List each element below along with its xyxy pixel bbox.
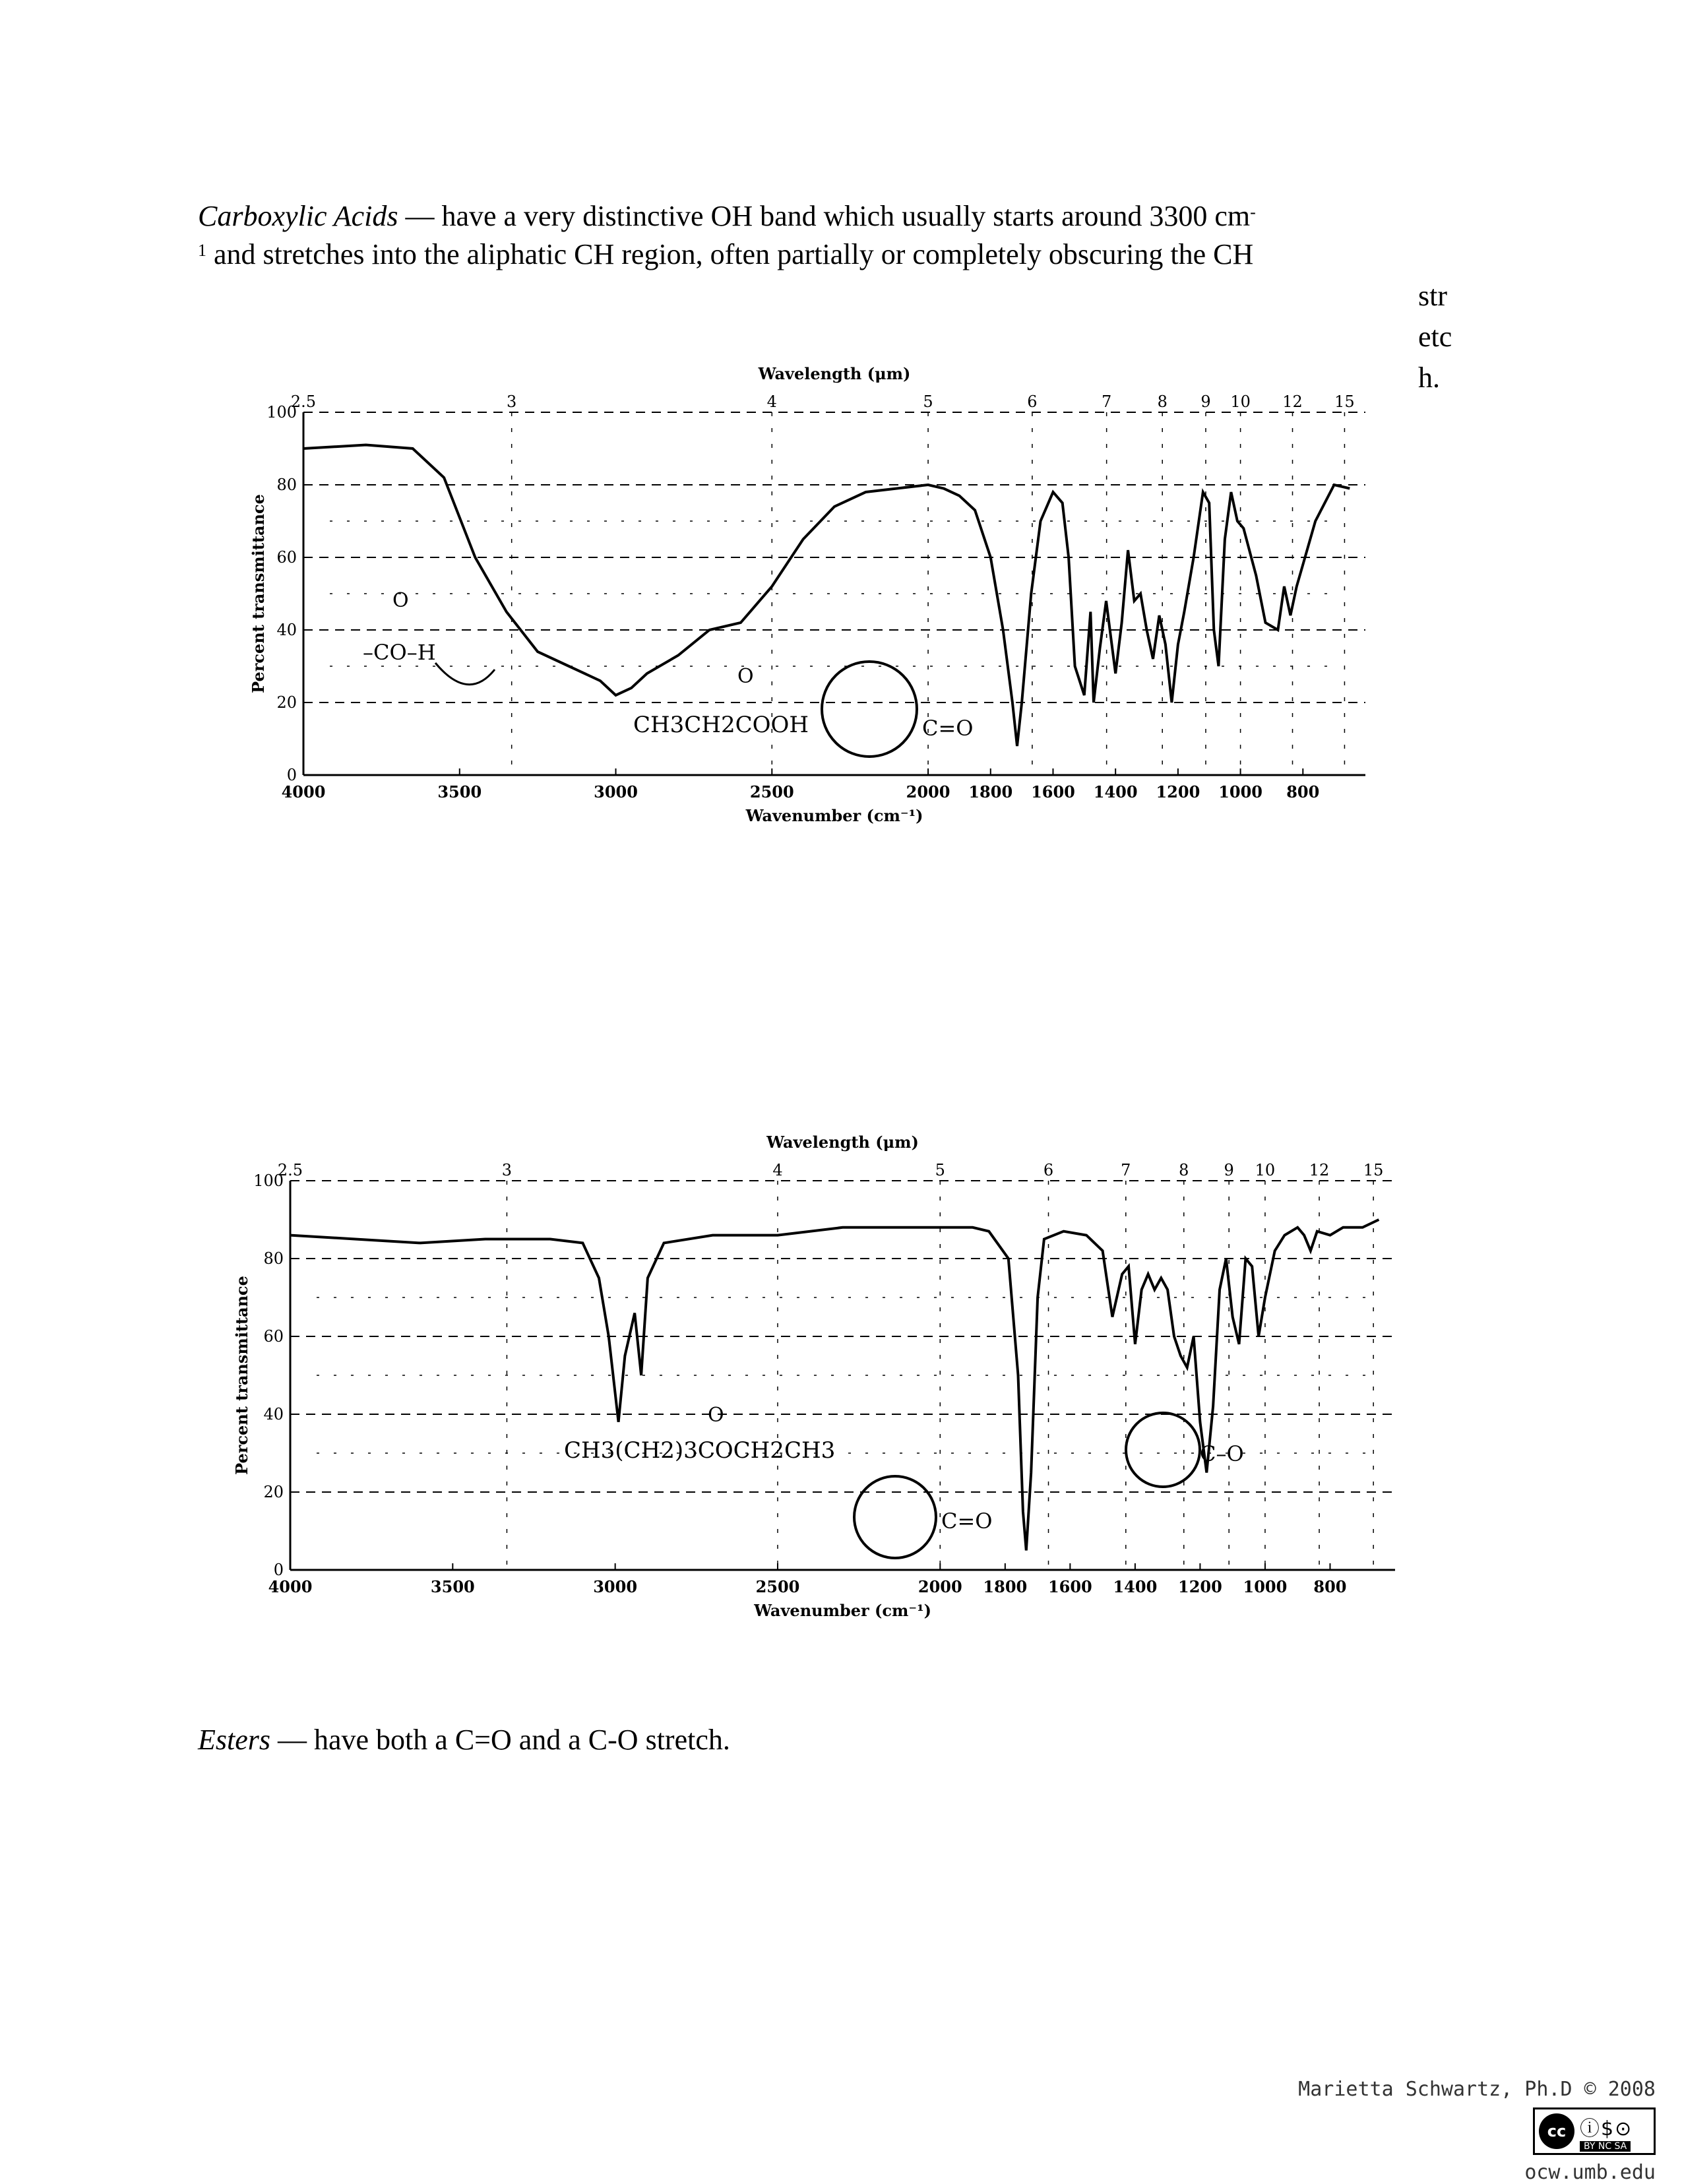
acid-text-1: — have a very distinctive OH band which usually starts around 3300 cm <box>398 200 1251 232</box>
carbonyl-circle <box>822 662 917 757</box>
site-link[interactable]: ocw.umb.edu <box>1524 2161 1656 2184</box>
x-tick-label: 4000 <box>281 782 326 801</box>
top-tick-label: 10 <box>1230 392 1251 411</box>
top-tick-label: 12 <box>1282 392 1303 411</box>
ester-description <box>198 1722 730 1759</box>
x-tick-label: 1400 <box>1113 1577 1158 1596</box>
x-tick-label: 1000 <box>1218 782 1262 801</box>
chart-x-label: Wavenumber (cm⁻¹) <box>745 806 923 825</box>
acid-ir-spectrum <box>244 353 1379 841</box>
top-tick-label: 6 <box>1027 392 1038 411</box>
x-tick-label: 3000 <box>594 782 638 801</box>
top-tick-label: 8 <box>1179 1161 1189 1179</box>
chart-ticks <box>266 392 1355 801</box>
y-tick-label: 80 <box>263 1249 284 1268</box>
y-tick-label: 20 <box>263 1483 284 1501</box>
top-tick-label: 6 <box>1043 1161 1054 1179</box>
top-tick-label: 10 <box>1255 1161 1276 1179</box>
x-tick-label: 3500 <box>437 782 482 801</box>
top-tick-label: 3 <box>501 1161 513 1179</box>
top-tick-label: 12 <box>1309 1161 1330 1179</box>
top-tick-label: 4 <box>772 1161 783 1179</box>
top-tick-label: 15 <box>1334 392 1355 411</box>
x-tick-label: 1800 <box>983 1577 1028 1596</box>
spectrum-line <box>290 1220 1379 1551</box>
acid-sup-minus: - <box>1250 203 1256 222</box>
x-tick-label: 1200 <box>1178 1577 1222 1596</box>
top-tick-label: 15 <box>1363 1161 1384 1179</box>
x-tick-label: 800 <box>1313 1577 1347 1596</box>
chart-grid <box>303 412 1365 775</box>
oh-group-label: –CO–H <box>363 640 436 665</box>
y-tick-label: 80 <box>276 476 297 494</box>
x-tick-label: 2500 <box>755 1577 800 1596</box>
ester-formula: CH3(CH2)3COCH2CH3 <box>564 1437 836 1464</box>
top-tick-label: 9 <box>1200 392 1211 411</box>
formula-o: O <box>737 665 754 688</box>
y-tick-label: 60 <box>276 548 297 567</box>
ester-ir-spectrum <box>228 1131 1408 1633</box>
x-tick-label: 2000 <box>918 1577 962 1596</box>
ester-text: — have both a C=O and a C-O stretch. <box>270 1724 730 1756</box>
top-tick-label: 3 <box>507 392 517 411</box>
license-label: BY NC SA <box>1580 2141 1631 2152</box>
y-tick-label: 60 <box>263 1327 284 1346</box>
stretch-fragment-3: h. <box>1418 361 1440 394</box>
y-tick-label: 0 <box>286 766 297 784</box>
top-tick-label: 2.5 <box>290 392 317 411</box>
top-tick-label: 5 <box>935 1161 945 1179</box>
y-tick-label: 100 <box>253 1171 284 1190</box>
top-tick-label: 7 <box>1121 1161 1131 1179</box>
acid-intro-line-2 <box>198 236 1253 273</box>
x-tick-label: 3500 <box>430 1577 475 1596</box>
x-tick-label: 1600 <box>1047 1577 1092 1596</box>
top-tick-label: 5 <box>923 392 933 411</box>
chart-top-title: Wavelength (μm) <box>758 364 911 383</box>
x-tick-label: 3000 <box>593 1577 638 1596</box>
chart-grid <box>290 1181 1395 1570</box>
x-tick-label: 1400 <box>1093 782 1138 801</box>
x-tick-label: 4000 <box>268 1577 313 1596</box>
x-tick-label: 1800 <box>968 782 1013 801</box>
x-tick-label: 1200 <box>1156 782 1200 801</box>
y-tick-label: 20 <box>276 693 297 712</box>
oh-group-o: O <box>392 589 409 612</box>
top-tick-label: 9 <box>1224 1161 1234 1179</box>
top-tick-label: 4 <box>766 392 777 411</box>
y-tick-label: 100 <box>266 403 297 421</box>
author-credit: Marietta Schwartz, Ph.D © 2008 <box>1298 2078 1656 2101</box>
license-terms-icons: ⓘ$⊙ <box>1580 2117 1633 2140</box>
chart-y-label: Percent transmittance <box>249 494 268 693</box>
top-tick-label: 8 <box>1157 392 1168 411</box>
co-circle <box>1126 1413 1200 1487</box>
x-tick-label: 800 <box>1286 782 1320 801</box>
page-footer <box>1298 2078 1656 2184</box>
acid-sup-one: 1 <box>198 241 206 260</box>
top-tick-label: 7 <box>1102 392 1112 411</box>
stretch-fragment-1: str <box>1418 280 1447 312</box>
carbonyl-label: C=O <box>922 716 974 741</box>
spectrum-line <box>303 445 1350 747</box>
stretch-fragment-2: etc <box>1418 321 1452 353</box>
cc-license-badge[interactable] <box>1533 2107 1656 2155</box>
y-tick-label: 40 <box>263 1405 284 1423</box>
ester-title: Esters <box>198 1724 270 1756</box>
chart-top-title: Wavelength (μm) <box>766 1133 919 1152</box>
acid-intro-line-1 <box>198 198 1256 235</box>
acid-text-2: and stretches into the aliphatic CH region, often partially or completely obscuring the CH <box>206 238 1254 270</box>
co-stretch-label: C–O <box>1200 1441 1244 1466</box>
cc-icon: cc <box>1539 2113 1574 2149</box>
y-tick-label: 0 <box>273 1561 284 1579</box>
carbonyl-label: C=O <box>941 1509 993 1534</box>
carbonyl-circle <box>854 1476 936 1558</box>
chart-x-label: Wavenumber (cm⁻¹) <box>754 1601 931 1620</box>
x-tick-label: 2000 <box>906 782 950 801</box>
y-tick-label: 40 <box>276 621 297 639</box>
acid-title: Carboxylic Acids <box>198 200 398 232</box>
acid-stretch-word <box>1418 276 1491 398</box>
formula-o: O <box>708 1404 724 1427</box>
x-tick-label: 1600 <box>1031 782 1075 801</box>
acid-formula: CH3CH2COOH <box>633 712 809 738</box>
x-tick-label: 2500 <box>749 782 794 801</box>
chart-y-label: Percent transmittance <box>232 1276 251 1475</box>
x-tick-label: 1000 <box>1243 1577 1288 1596</box>
top-tick-label: 2.5 <box>277 1161 303 1179</box>
